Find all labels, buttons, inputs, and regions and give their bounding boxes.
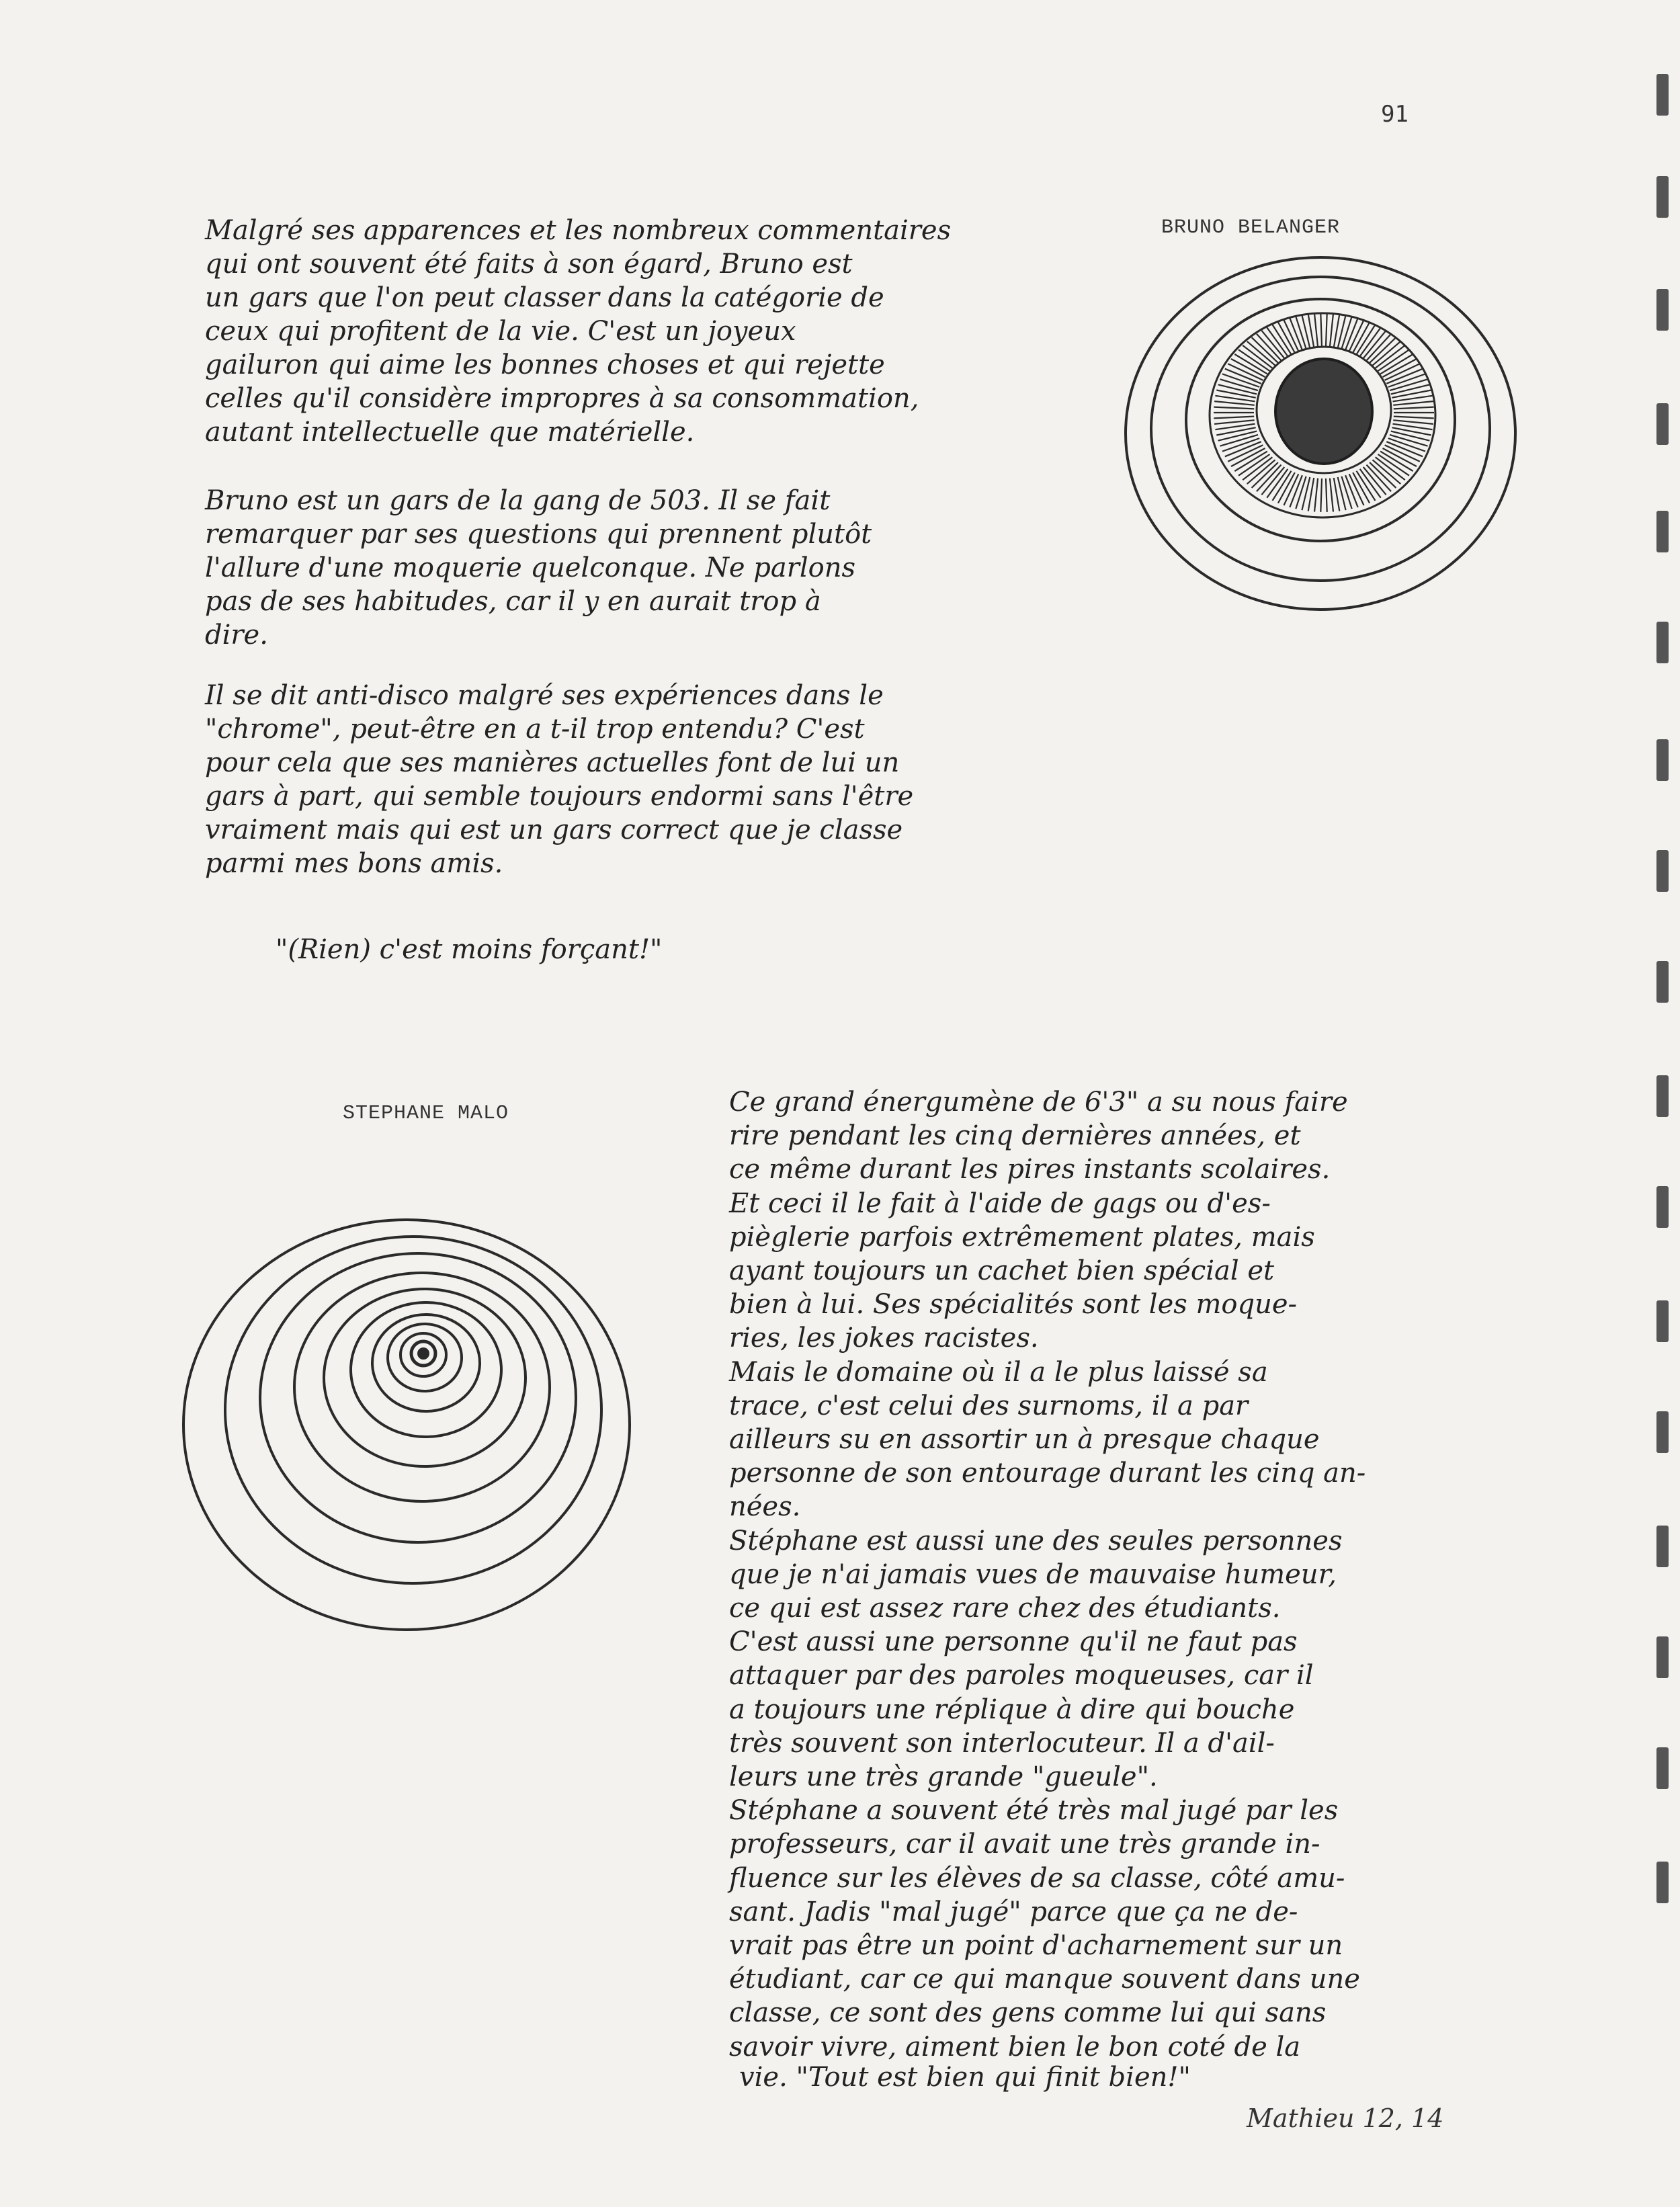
text-line: pour cela que ses manières actuelles font de lui un [205, 747, 900, 778]
text-line: trace, c'est celui des surnoms, il a par [729, 1390, 1249, 1421]
binding-hole [1656, 1526, 1669, 1567]
binding-hole [1656, 511, 1669, 552]
signature: Mathieu 12, 14 [1247, 2104, 1444, 2133]
bruno-name-heading: BRUNO BELANGER [1161, 216, 1341, 239]
binding-hole [1656, 176, 1669, 218]
text-line: a toujours une réplique à dire qui bouche [729, 1694, 1295, 1725]
text-line: ceux qui profitent de la vie. C'est un joyeux [205, 316, 796, 347]
text-line: ce même durant les pires instants scolaires. [729, 1154, 1331, 1185]
binding-hole [1656, 1186, 1669, 1228]
binding-hole [1656, 1636, 1669, 1678]
text-line: ayant toujours un cachet bien spécial et [729, 1255, 1275, 1287]
text-line: remarquer par ses questions qui prennent plutôt [205, 519, 872, 550]
text-line: pas de ses habitudes, car il y en aurait trop à [205, 586, 821, 617]
bruno-ring-drawing [1116, 296, 1532, 672]
text-line: Et ceci il le fait à l'aide de gags ou d'es- [729, 1188, 1271, 1219]
stephane-text [729, 1085, 1366, 2064]
text-line: classe, ce sont des gens comme lui qui sans [729, 1997, 1327, 2029]
text-line: fluence sur les élèves de sa classe, côté amu- [729, 1862, 1345, 1894]
text-line: celles qu'il considère impropres à sa consommation, [205, 383, 919, 414]
stephane-name-heading: STEPHANE MALO [343, 1102, 509, 1125]
binding-hole [1656, 289, 1669, 331]
binding-hole [1656, 74, 1669, 116]
closing-prefix: vie. [739, 2062, 788, 2093]
text-line: personne de son entourage durant les cinq an- [729, 1458, 1366, 1489]
text-line: bien à lui. Ses spécialités sont les moque- [729, 1289, 1298, 1321]
text-line: Malgré ses apparences et les nombreux commentaires [205, 215, 952, 246]
text-line: rire pendant les cinq dernières années, et [729, 1120, 1301, 1152]
binding-hole [1656, 403, 1669, 445]
text-line: ailleurs su en assortir un à presque chaque [729, 1424, 1320, 1456]
text-line: l'allure d'une moquerie quelconque. Ne parlons [205, 552, 856, 583]
text-line: que je n'ai jamais vues de mauvaise humeur, [729, 1558, 1337, 1590]
text-line: gars à part, qui semble toujours endormi sans l'être [205, 781, 914, 812]
text-line: sant. Jadis "mal jugé" parce que ça ne de- [729, 1896, 1298, 1927]
bruno-paragraph-2 [205, 484, 872, 652]
text-line: très souvent son interlocuteur. Il a d'ail- [729, 1727, 1275, 1759]
text-line: pièglerie parfois extrêmement plates, mais [729, 1221, 1315, 1253]
text-line: ries, les jokes racistes. [729, 1323, 1039, 1354]
text-line: autant intellectuelle que matérielle. [205, 417, 695, 448]
text-line: savoir vivre, aiment bien le bon coté de la [729, 2031, 1301, 2063]
text-line: "chrome", peut-être en a t-il trop entendu? C'est [205, 714, 865, 745]
text-line: gailuron qui aime les bonnes choses et qui rejette [205, 349, 885, 380]
binding-hole [1656, 739, 1669, 781]
text-line: Stéphane a souvent été très mal jugé par les [729, 1795, 1339, 1827]
binding-hole [1656, 1747, 1669, 1789]
text-line: un gars que l'on peut classer dans la catégorie de [205, 282, 884, 313]
bruno-paragraph-3 [205, 679, 913, 880]
text-line: C'est aussi une personne qu'il ne faut pas [729, 1626, 1298, 1658]
page-number: 91 [1381, 101, 1409, 128]
text-line: dire. [205, 620, 268, 651]
text-line: vrait pas être un point d'acharnement sur un [729, 1930, 1343, 1962]
text-line: vraiment mais qui est un gars correct que je classe [205, 815, 903, 845]
text-line: Stéphane est aussi une des seules personnes [729, 1525, 1343, 1556]
binding-hole [1656, 1862, 1669, 1903]
stephane-closing-line [739, 2062, 1191, 2093]
text-line: Ce grand énergumène de 6'3" a su nous faire [729, 1087, 1348, 1118]
binding-hole [1656, 1300, 1669, 1342]
binding-hole [1656, 1411, 1669, 1453]
stephane-quote: "Tout est bien qui finit bien!" [796, 2062, 1191, 2093]
binding-hole [1656, 961, 1669, 1003]
text-line: leurs une très grande "gueule". [729, 1761, 1158, 1793]
text-line: professeurs, car il avait une très grande in- [729, 1829, 1320, 1860]
text-line: étudiant, car ce qui manque souvent dans une [729, 1964, 1360, 1995]
binding-hole [1656, 850, 1669, 892]
text-line: parmi mes bons amis. [205, 848, 503, 879]
stephane-spiral-drawing [175, 1196, 645, 1640]
binding-hole [1656, 622, 1669, 663]
text-line: Il se dit anti-disco malgré ses expériences dans le [205, 680, 884, 711]
text-line: nées. [729, 1491, 801, 1523]
text-line: attaquer par des paroles moqueuses, car il [729, 1660, 1314, 1692]
text-line: qui ont souvent été faits à son égard, Bruno est [205, 249, 853, 280]
text-line: Mais le domaine où il a le plus laissé sa [729, 1356, 1268, 1388]
binding-edge [1650, 0, 1680, 2207]
text-line: Bruno est un gars de la gang de 503. Il se fait [205, 485, 831, 516]
bruno-paragraph-1 [205, 214, 951, 449]
text-line: ce qui est assez rare chez des étudiants. [729, 1593, 1281, 1624]
bruno-quote: "(Rien) c'est moins forçant!" [276, 934, 663, 965]
binding-hole [1656, 1075, 1669, 1117]
